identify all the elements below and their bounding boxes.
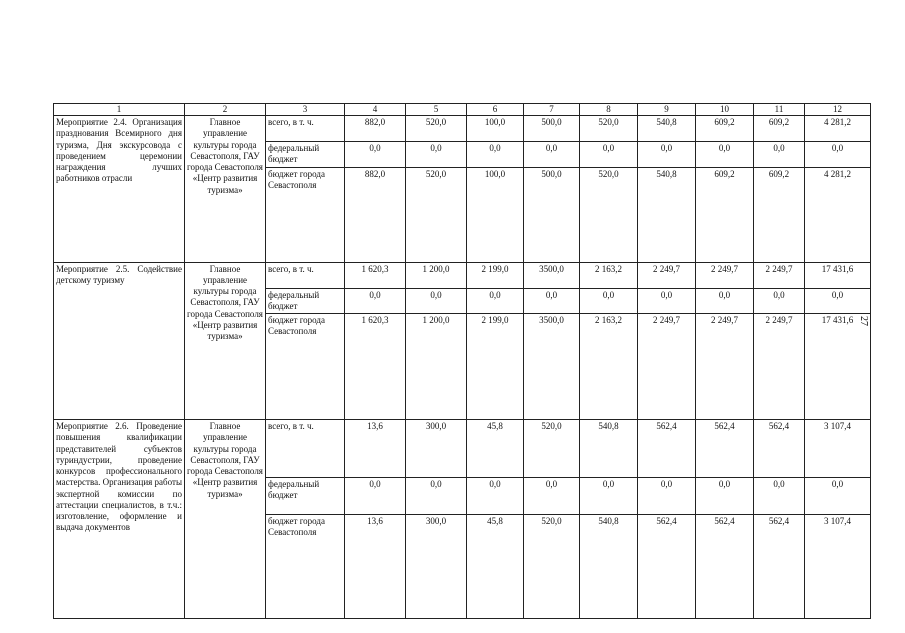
amount-cell: 500,0 bbox=[524, 167, 580, 262]
amount-cell: 1 620,3 bbox=[345, 262, 406, 288]
funding-source: всего, в т. ч. bbox=[266, 420, 345, 478]
funding-source: федеральный бюджет bbox=[266, 288, 345, 314]
amount-cell: 562,4 bbox=[696, 515, 754, 619]
amount-cell: 0,0 bbox=[524, 288, 580, 314]
amount-cell: 1 200,0 bbox=[406, 262, 467, 288]
table-row bbox=[54, 116, 871, 142]
amount-cell: 520,0 bbox=[580, 167, 638, 262]
amount-cell: 3500,0 bbox=[524, 262, 580, 288]
amount-cell: 520,0 bbox=[524, 420, 580, 478]
amount-cell: 0,0 bbox=[805, 288, 871, 314]
amount-cell: 2 249,7 bbox=[638, 262, 696, 288]
table-row bbox=[54, 420, 871, 478]
executor-name: Главное управление культуры города Севастополя, ГАУ города Севастополя «Центр развития туризма» bbox=[185, 262, 266, 420]
amount-cell: 0,0 bbox=[467, 288, 524, 314]
column-header: 10 bbox=[696, 104, 754, 116]
amount-cell: 0,0 bbox=[805, 142, 871, 168]
event-name: Мероприятие 2.4. Организация празднования Всемирного дня туризма, Дня экскурсовода с проведением церемонии награждения лучших работников отрасли bbox=[54, 116, 185, 263]
amount-cell: 45,8 bbox=[467, 515, 524, 619]
amount-cell: 0,0 bbox=[696, 288, 754, 314]
amount-cell: 2 199,0 bbox=[467, 314, 524, 420]
amount-cell: 0,0 bbox=[580, 142, 638, 168]
amount-cell: 0,0 bbox=[467, 478, 524, 515]
amount-cell: 4 281,2 bbox=[805, 116, 871, 142]
amount-cell: 0,0 bbox=[467, 142, 524, 168]
amount-cell: 0,0 bbox=[638, 288, 696, 314]
amount-cell: 17 431,6 bbox=[805, 314, 871, 420]
amount-cell: 2 249,7 bbox=[696, 262, 754, 288]
amount-cell: 300,0 bbox=[406, 420, 467, 478]
amount-cell: 2 249,7 bbox=[638, 314, 696, 420]
event-name: Мероприятие 2.5. Содействие детскому туризму bbox=[54, 262, 185, 420]
amount-cell: 609,2 bbox=[754, 167, 805, 262]
amount-cell: 2 249,7 bbox=[754, 262, 805, 288]
column-header: 5 bbox=[406, 104, 467, 116]
column-header: 2 bbox=[185, 104, 266, 116]
amount-cell: 562,4 bbox=[754, 420, 805, 478]
funding-source: бюджет города Севастополя bbox=[266, 515, 345, 619]
amount-cell: 100,0 bbox=[467, 116, 524, 142]
amount-cell: 45,8 bbox=[467, 420, 524, 478]
amount-cell: 1 620,3 bbox=[345, 314, 406, 420]
amount-cell: 520,0 bbox=[580, 116, 638, 142]
amount-cell: 2 199,0 bbox=[467, 262, 524, 288]
amount-cell: 13,6 bbox=[345, 515, 406, 619]
amount-cell: 540,8 bbox=[638, 167, 696, 262]
amount-cell: 500,0 bbox=[524, 116, 580, 142]
amount-cell: 0,0 bbox=[345, 478, 406, 515]
budget-table bbox=[53, 103, 871, 619]
funding-source: бюджет города Севастополя bbox=[266, 167, 345, 262]
amount-cell: 0,0 bbox=[805, 478, 871, 515]
amount-cell: 0,0 bbox=[754, 288, 805, 314]
executor-name: Главное управление культуры города Севастополя, ГАУ города Севастополя «Центр развития туризма» bbox=[185, 420, 266, 619]
column-header: 11 bbox=[754, 104, 805, 116]
column-header: 4 bbox=[345, 104, 406, 116]
amount-cell: 540,8 bbox=[580, 515, 638, 619]
amount-cell: 2 249,7 bbox=[696, 314, 754, 420]
amount-cell: 17 431,6 bbox=[805, 262, 871, 288]
amount-cell: 609,2 bbox=[696, 116, 754, 142]
amount-cell: 3 107,4 bbox=[805, 515, 871, 619]
column-header: 12 bbox=[805, 104, 871, 116]
amount-cell: 2 249,7 bbox=[754, 314, 805, 420]
amount-cell: 540,8 bbox=[638, 116, 696, 142]
executor-name: Главное управление культуры города Севастополя, ГАУ города Севастополя «Центр развития туризма» bbox=[185, 116, 266, 263]
amount-cell: 13,6 bbox=[345, 420, 406, 478]
funding-source: всего, в т. ч. bbox=[266, 116, 345, 142]
amount-cell: 100,0 bbox=[467, 167, 524, 262]
event-name: Мероприятие 2.6. Проведение повышения квалификации представителей субъектов туриндустрии, проведение конкурсов профессионального мастерства. Организация работы экспертной комиссии по аттестации специалистов, в т.ч.: изготовление, оформление и выдача документов bbox=[54, 420, 185, 619]
funding-source: федеральный бюджет bbox=[266, 478, 345, 515]
amount-cell: 562,4 bbox=[696, 420, 754, 478]
amount-cell: 520,0 bbox=[406, 167, 467, 262]
amount-cell: 0,0 bbox=[696, 478, 754, 515]
amount-cell: 2 163,2 bbox=[580, 314, 638, 420]
amount-cell: 300,0 bbox=[406, 515, 467, 619]
amount-cell: 0,0 bbox=[638, 142, 696, 168]
amount-cell: 0,0 bbox=[638, 478, 696, 515]
amount-cell: 562,4 bbox=[638, 420, 696, 478]
column-header: 7 bbox=[524, 104, 580, 116]
amount-cell: 609,2 bbox=[754, 116, 805, 142]
funding-source: федеральный бюджет bbox=[266, 142, 345, 168]
amount-cell: 0,0 bbox=[345, 142, 406, 168]
amount-cell: 1 200,0 bbox=[406, 314, 467, 420]
amount-cell: 0,0 bbox=[524, 478, 580, 515]
amount-cell: 0,0 bbox=[754, 478, 805, 515]
amount-cell: 562,4 bbox=[754, 515, 805, 619]
page-number: 27 bbox=[858, 316, 869, 326]
amount-cell: 0,0 bbox=[406, 288, 467, 314]
amount-cell: 0,0 bbox=[524, 142, 580, 168]
amount-cell: 3 107,4 bbox=[805, 420, 871, 478]
amount-cell: 0,0 bbox=[580, 478, 638, 515]
amount-cell: 0,0 bbox=[754, 142, 805, 168]
amount-cell: 0,0 bbox=[696, 142, 754, 168]
amount-cell: 882,0 bbox=[345, 167, 406, 262]
amount-cell: 882,0 bbox=[345, 116, 406, 142]
amount-cell: 609,2 bbox=[696, 167, 754, 262]
amount-cell: 0,0 bbox=[345, 288, 406, 314]
column-header: 3 bbox=[266, 104, 345, 116]
amount-cell: 4 281,2 bbox=[805, 167, 871, 262]
header-row bbox=[54, 104, 871, 116]
amount-cell: 540,8 bbox=[580, 420, 638, 478]
amount-cell: 0,0 bbox=[406, 142, 467, 168]
amount-cell: 2 163,2 bbox=[580, 262, 638, 288]
column-header: 9 bbox=[638, 104, 696, 116]
amount-cell: 562,4 bbox=[638, 515, 696, 619]
table-row bbox=[54, 262, 871, 288]
column-header: 8 bbox=[580, 104, 638, 116]
amount-cell: 520,0 bbox=[524, 515, 580, 619]
amount-cell: 3500,0 bbox=[524, 314, 580, 420]
amount-cell: 0,0 bbox=[580, 288, 638, 314]
funding-source: всего, в т. ч. bbox=[266, 262, 345, 288]
funding-source: бюджет города Севастополя bbox=[266, 314, 345, 420]
amount-cell: 520,0 bbox=[406, 116, 467, 142]
column-header: 1 bbox=[54, 104, 185, 116]
column-header: 6 bbox=[467, 104, 524, 116]
amount-cell: 0,0 bbox=[406, 478, 467, 515]
